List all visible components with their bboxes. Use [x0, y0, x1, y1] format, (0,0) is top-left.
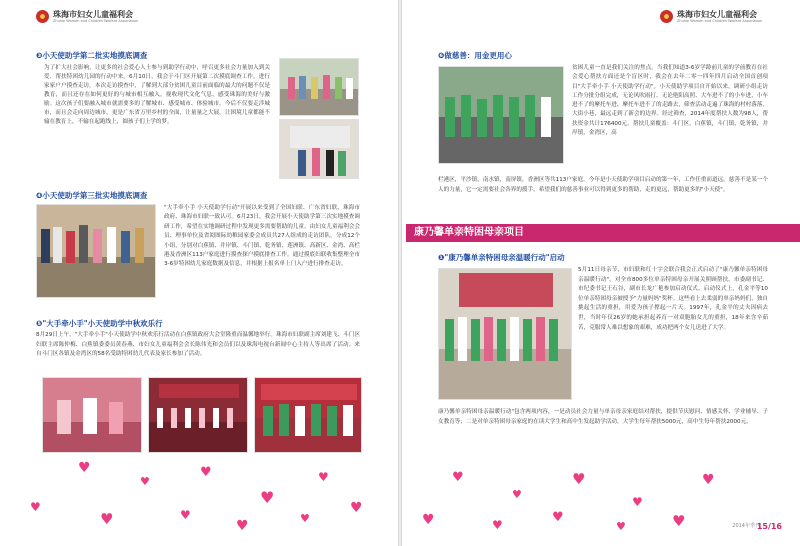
heart-icon: ♥	[552, 510, 564, 525]
heart-icon: ♥	[512, 488, 522, 501]
section-4-title: ❹小天使助学第三批实地摸底调查	[36, 191, 148, 200]
heart-icon: ♥	[30, 500, 41, 514]
heart-icon: ♥	[140, 475, 150, 488]
section-5-photo-middle	[148, 377, 248, 453]
section-5-text: 8月29日上午，"大手牵小手"小天使助学中秋欢乐行活动在白蕉镇政府大会堂隆重而温馨地举行。珠海市妇联副主席刘建飞、斗门区妇联主席陈仲梅、白蕉镇委委员黄春燕、市妇女儿童福利会会长陈伟光和会员们以及珠海电视台新闻中心主持人等出席了活动。来自斗门区各镇及金湾区的58名受助特困幼儿代表及家长参加了活动。	[36, 332, 360, 357]
heart-icon: ♥	[300, 512, 310, 525]
association-logo	[36, 10, 49, 23]
page-number: 15/16	[756, 522, 782, 531]
section-5-photo-right	[254, 377, 362, 453]
header-title: 珠海市妇女儿童福利会	[53, 10, 133, 19]
section-3-photo-bottom	[279, 119, 359, 179]
section-6-photo	[438, 66, 564, 164]
section-4-photo	[36, 204, 156, 298]
header-title: 珠海市妇女儿童福利会	[677, 10, 757, 19]
heart-icon: ♥	[236, 518, 249, 534]
heart-icon: ♥	[100, 510, 114, 528]
left-page	[0, 0, 398, 546]
heart-icon: ♥	[632, 495, 643, 509]
right-page	[402, 0, 800, 546]
carnation-section-1-text-part2: 康乃馨单亲特困母亲温暖行动"包含两项内容，一是动员社会力量与单亲母亲家庭结对帮扶，提供节庆慰问、情感关怀、学业辅导、子女教育等；二是对单亲特困母亲家庭的在读大学生和高中生发起助学活动，大学生每年帮扶5000元，高中生每年帮扶2000元。	[438, 409, 768, 425]
section-3-photo-top	[279, 58, 359, 116]
carnation-project-banner: 康乃馨单亲特困母亲项目	[406, 224, 800, 242]
section-5-title: ❺"大手牵小手"小天使助学中秋欢乐行	[36, 319, 163, 328]
section-6-text-part1: 贫困儿童一直是我们关注的焦点。当我们知道3-6岁学龄前儿童的学前教育在社会爱心帮扶方面还是个盲区时，我会在去年二零一四年四月启动全国首创项目"大手牵小手 小天使助学行动"。小天使助学项目自开始以来，调研小组走访工作分批分组完成，无论风吹雨打、无论艳阳高照、大车进不了的小车进，小车进不了的摩托车进、摩托车进不了的走路去，筛查活动走遍了珠海的村村落落，大街小巷，最远走到了新会的边界。经过筛查，2014年度帮扶人数为98人，帮扶资金共计176400元。帮扶儿童覆盖：斗门区，白蕉镇，斗门镇，乾务镇，井岸镇，金湾区，高	[572, 65, 768, 137]
carnation-section-1-text-part1: 5月11日母亲节，市妇联和红十字会联合我会正式启动了"康乃馨单亲特困母亲温暖行动"，对全市800多位单亲特困母亲开展关照顾帮扶。市委副书记、市纪委书记王石谷，副市长龙广艳参加启动仪式。启动仪式上，孔金平等10位单亲特困母亲被授予"力量妈妈"奖杯。这些看上去柔弱的单亲妈妈们，独自挑起生活的重担，用爱为孩子撑起一片天。1997年，孔金平的丈夫因病去世，当时年仅26岁的她承担起养育一对双胞胎女儿的重担，18年来含辛茹苦，克服常人难以想象的艰难，成功把两个女儿送进了大学。	[578, 267, 768, 331]
right-header	[660, 10, 762, 23]
section-3-title: ❸小天使助学第二批实地摸底调查	[36, 51, 148, 60]
heart-icon: ♥	[702, 472, 715, 488]
heart-icon: ♥	[422, 512, 435, 528]
carnation-section-1-title: ❶"康乃馨单亲特困母亲温暖行动"启动	[438, 253, 565, 262]
heart-icon: ♥	[200, 465, 212, 480]
association-logo	[660, 10, 673, 23]
section-6-text-part2: 栏港区，平沙镇，南水镇，南屏镇，香洲区等共113户家庭。今年是小天使助学项目启动的第一年，工作任重而道远。慈善不是某一个人的力量，它一定需要社会各界的援手，希望我们的慈善事业可以得到更多的帮助，走的更远，帮助更多的"小天使"。	[438, 177, 768, 193]
heart-icon: ♥	[260, 488, 275, 507]
section-4-text: "大手牵小手 小天使助学行动"开展以来受到了全国妇联、广东省妇联、珠海市政府、珠海市妇联一致认可。6月23日，我会开展小天使助学第三次实地摸查调研工作，希望在实地调研过程中发现更多需要帮助的儿童。由妇女儿童福利会会员、理事单位及省阅图际幼稚园家委会成员共27人组成的走访团队，分成12个小组，分别对白蕉镇、井岸镇、斗门镇、乾务镇、莲洲镇、高新区、金湾、高栏港及香洲区113户家庭进行摸查探户摸底排查工作。通过摸底妇联收集整理全市3-6岁特困幼儿家庭数据及信息，并根据上报名单上门入户进行排查走访。	[164, 205, 360, 268]
header-subtitle: Zhuhai Women and Children Welfare Association	[53, 19, 139, 23]
section-3-text: 为了扩大社会影响，让更多的社会爱心人士参与到助学行动中，呼召更多社会力量加入到关爱、帮扶特困幼儿园的行动中来。6月10日，我会于斗门区开展第二次摸底调查工作，进行家家户户摸查走访。本次走访摸查中，了解到大部分贫困儿童目前面临的最大的问题不仅是教育，而且还存在如何更好的与城市相互融入，视收现代文化气息，感受珠海的美好与激励。这次孩子们要融入城市就需要多的了解城市、感受城市、体验城市。今后不仅要走涉城市，而且会走向周边城市，更是广东省万里乡村的全面，让量量之大展，让困境儿童都能不输在教育上，不输在起跑线上，圆孩子们上学的梦。	[44, 65, 270, 125]
heart-icon: ♥	[318, 470, 329, 484]
heart-icon: ♥	[452, 470, 464, 485]
section-5-photo-left	[42, 377, 142, 453]
heart-icon: ♥	[78, 460, 91, 476]
heart-icon: ♥	[672, 512, 686, 530]
header-subtitle: Zhuhai Women and Children Welfare Association	[677, 19, 763, 23]
heart-icon: ♥	[616, 520, 626, 533]
heart-icon: ♥	[572, 470, 586, 488]
section-6-title: ❻做慈善：用金更用心	[438, 51, 512, 60]
heart-icon: ♥	[180, 508, 191, 522]
left-header	[36, 10, 138, 23]
heart-icon: ♥	[492, 518, 503, 532]
carnation-launch-photo	[438, 268, 572, 400]
heart-icon: ♥	[350, 500, 363, 516]
issue-label: 2014年季刊	[732, 523, 760, 529]
